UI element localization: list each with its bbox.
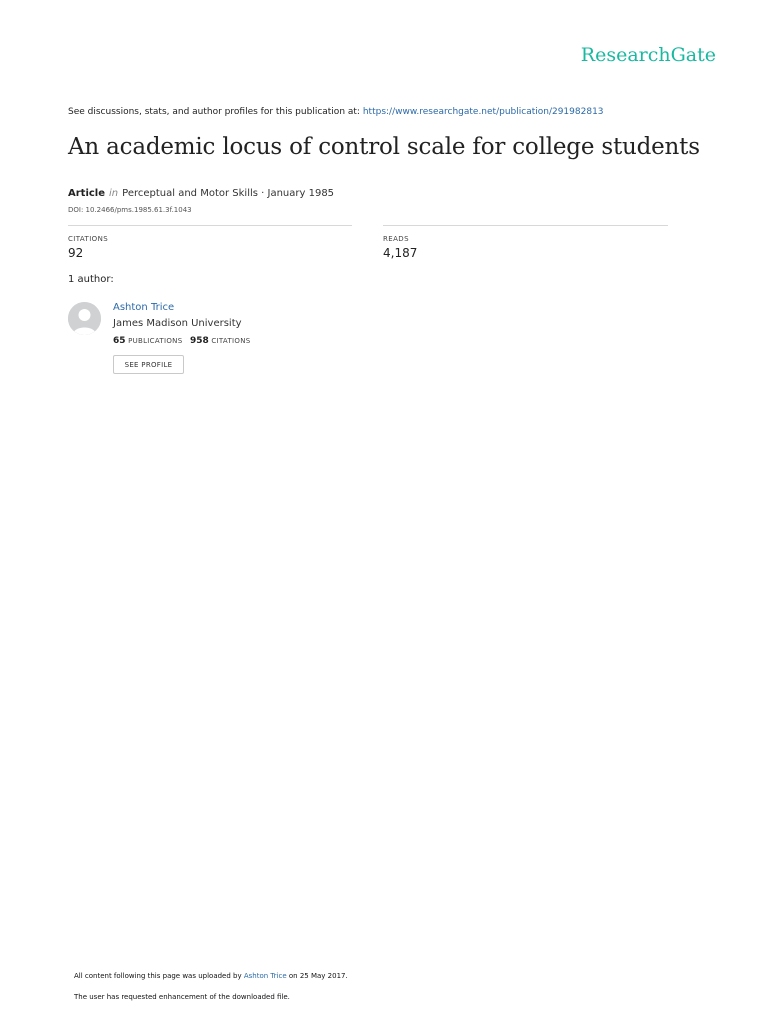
author-institution: James Madison University: [113, 318, 242, 329]
doi[interactable]: DOI: 10.2466/pms.1985.61.3f.1043: [68, 206, 192, 214]
publication-link[interactable]: https://www.researchgate.net/publication/291982813: [362, 107, 604, 117]
author-publications-count: 65: [113, 336, 126, 346]
author-citations-label: CITATIONS: [211, 337, 251, 345]
author-avatar-icon[interactable]: [68, 302, 101, 335]
upload-prefix: All content following this page was uploaded by: [74, 972, 242, 980]
reads-label: READS: [383, 235, 409, 243]
publication-title: An academic locus of control scale for college students: [68, 134, 700, 160]
divider-reads: [383, 225, 668, 226]
citations-value: 92: [68, 246, 84, 260]
divider-citations: [68, 225, 352, 226]
discussions-line: [68, 107, 604, 117]
authors-count: 1 author:: [68, 274, 114, 285]
in-label: in: [109, 188, 119, 199]
venue-date[interactable]: Perceptual and Motor Skills · January 1985: [122, 188, 335, 199]
publication-type: Article: [68, 188, 106, 199]
author-stats: [113, 336, 251, 346]
discussions-text: See discussions, stats, and author profiles for this publication at:: [68, 107, 360, 117]
author-publications-label: PUBLICATIONS: [128, 337, 183, 345]
researchgate-logo[interactable]: ResearchGate: [580, 44, 716, 66]
requested-notice: The user has requested enhancement of the downloaded file.: [74, 993, 290, 1001]
publication-meta: [68, 188, 334, 199]
upload-suffix: on 25 May 2017.: [288, 972, 348, 980]
upload-notice: [74, 972, 348, 980]
reads-value: 4,187: [383, 246, 418, 260]
author-name[interactable]: Ashton Trice: [113, 302, 175, 313]
author-citations-count: 958: [190, 336, 209, 346]
uploader-link[interactable]: Ashton Trice: [243, 972, 287, 980]
citations-label: CITATIONS: [68, 235, 109, 243]
see-profile-button[interactable]: SEE PROFILE: [113, 355, 184, 374]
